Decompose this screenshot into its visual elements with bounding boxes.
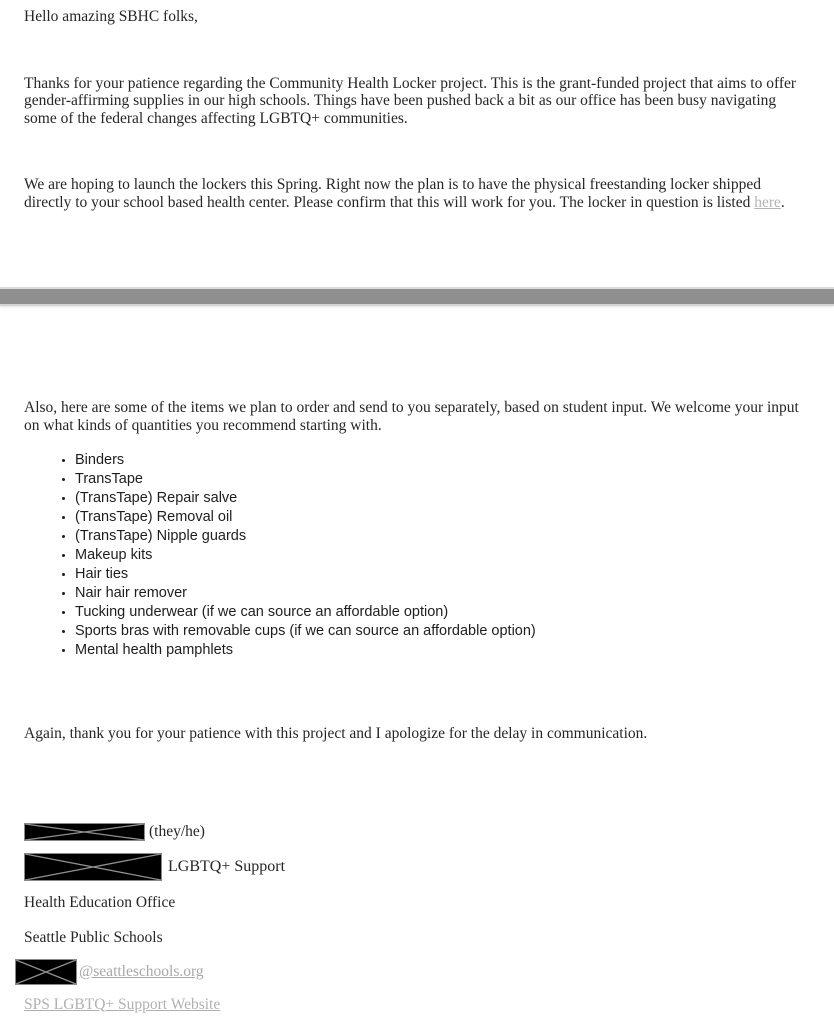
supply-list [0, 451, 834, 660]
signature-block [0, 823, 834, 1014]
signature-role-row [24, 853, 806, 881]
supply-list-item: • (TransTape) Removal oil [75, 508, 806, 527]
signature-name-row [24, 823, 806, 841]
supply-list-item: • Makeup kits [75, 546, 806, 565]
items-intro-paragraph: Also, here are some of the items we plan to order and send to you separately, based on student input. We welcome your input on what kinds of quantities you recommend starting with. [24, 399, 799, 434]
supply-list-item: • Mental health pamphlets [75, 641, 806, 660]
email-link[interactable]: @seattleschools.org [79, 962, 204, 980]
page-break-divider [0, 287, 834, 306]
supply-list-item: • (TransTape) Repair salve [75, 489, 806, 508]
signature-website-row [24, 996, 806, 1014]
support-website-link[interactable]: SPS LGBTQ+ Support Website [24, 995, 221, 1013]
signature-email-row [15, 959, 806, 985]
greeting: Hello amazing SBHC folks, [24, 8, 198, 25]
launch-paragraph-period: . [780, 193, 785, 211]
redaction-box-role [24, 853, 162, 881]
launch-paragraph [0, 176, 834, 211]
role-text: LGBTQ+ Support [168, 857, 286, 875]
email-document [0, 8, 834, 1032]
supply-list-item: • Binders [75, 451, 806, 470]
closing-paragraph: Again, thank you for your patience with this project and I apologize for the delay in communication. [24, 725, 648, 742]
office-text: Health Education Office [24, 893, 176, 911]
supply-list-item: • Nair hair remover [75, 584, 806, 603]
redaction-box-name [24, 823, 145, 841]
redaction-box-email [15, 959, 77, 985]
supply-list-item: • Tucking underwear (if we can source an affordable option) [75, 603, 806, 622]
supply-list-item: • TransTape [75, 470, 806, 489]
supply-list-item: • Sports bras with removable cups (if we can source an affordable option) [75, 622, 806, 641]
pronouns-text: (they/he) [149, 822, 205, 840]
supply-list-item: • (TransTape) Nipple guards [75, 527, 806, 546]
launch-paragraph-text: We are hoping to launch the lockers this Spring. Right now the plan is to have the physical freestanding locker shipped directly to your school based health center. Please confirm that this will work for you. The locker in question is listed [24, 176, 761, 211]
locker-list-link[interactable]: here [754, 193, 781, 211]
district-text: Seattle Public Schools [24, 928, 163, 946]
supply-list-item: • Hair ties [75, 565, 806, 584]
intro-paragraph: Thanks for your patience regarding the Community Health Locker project. This is the grant-funded project that aims to offer gender-affirming supplies in our high schools. Things have been pushed back a bit as our office has been busy navigating some of the federal changes affecting LGBTQ+ communities. [24, 74, 797, 127]
